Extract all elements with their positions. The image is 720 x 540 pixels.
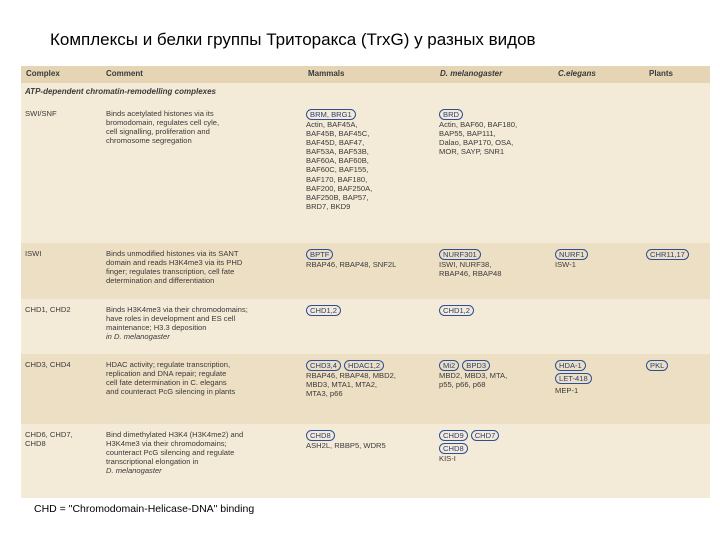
section-label: ATP-dependent chromatin-remodelling complexes bbox=[25, 87, 216, 96]
row-celegans: NURF1 ISW-1 bbox=[555, 249, 591, 269]
row-complex: ISWI bbox=[25, 249, 42, 258]
protein-box: BPTF bbox=[306, 249, 333, 260]
protein-box: HDA-1 bbox=[555, 360, 586, 371]
protein-box: CHD3,4 bbox=[306, 360, 341, 371]
header-comment: Comment bbox=[106, 69, 143, 78]
table-row bbox=[21, 354, 710, 424]
protein-box: LET-418 bbox=[555, 373, 592, 384]
protein-box: CHD7 bbox=[471, 430, 500, 441]
header-celegans: C.elegans bbox=[558, 69, 596, 78]
protein-box: BPD3 bbox=[462, 360, 490, 371]
row-comment: Bind dimethylated H3K4 (H3K4me2) and H3K4me3 via their chromodomains; counteract PcG silencing and regulate transcriptional elongation in D. melanogaster bbox=[106, 430, 244, 476]
row-comment: Binds H3K4me3 via their chromodomains; have roles in development and ES cell maintenance; H3.3 deposition in D. melanogaster bbox=[106, 305, 248, 342]
row-complex: CHD1, CHD2 bbox=[25, 305, 71, 314]
header-drosophila: D. melanogaster bbox=[440, 69, 503, 78]
row-mammals bbox=[306, 305, 344, 316]
protein-box: BRD bbox=[439, 109, 463, 120]
table-row bbox=[21, 243, 710, 299]
protein-box: PKL bbox=[646, 360, 668, 371]
header-complex: Complex bbox=[26, 69, 60, 78]
row-comment: Binds unmodified histones via its SANT domain and reads H3K4me3 via its PHD finger; regulates transcription, cell fate determination and differentiation bbox=[106, 249, 243, 286]
row-mammals: BPTF RBAP46, RBAP48, SNF2L bbox=[306, 250, 397, 269]
table-header bbox=[21, 66, 710, 83]
header-plants: Plants bbox=[649, 69, 674, 78]
table-row bbox=[21, 424, 710, 498]
slide-title: Комплексы и белки группы Триторакса (TrxG) у разных видов bbox=[50, 30, 536, 49]
row-mammals: CHD8 ASH2L, RBBP5, WDR5 bbox=[306, 431, 386, 450]
row-complex: CHD3, CHD4 bbox=[25, 360, 71, 369]
row-drosophila: BRD Actin, BAF60, BAF180, BAP55, BAP111, Dalao, BAP170, OSA, MOR, SAYP, SNR1 bbox=[439, 110, 518, 157]
row-complex: CHD6, CHD7, CHD8 bbox=[25, 430, 73, 449]
row-complex: SWI/SNF bbox=[25, 109, 57, 118]
row-drosophila bbox=[439, 305, 477, 316]
table-row bbox=[21, 104, 710, 243]
row-mammals: CHD3,4 HDAC1,2 RBAP46, RBAP48, MBD2, MBD3, MTA1, MTA2, MTA3, p66 bbox=[306, 361, 396, 399]
row-drosophila: Mi2 BPD3 MBD2, MBD3, MTA, p55, p66, p68 bbox=[439, 361, 508, 390]
protein-box: BRM, BRG1 bbox=[306, 109, 356, 120]
protein-box: CHR11,17 bbox=[646, 249, 689, 260]
row-mammals: BRM, BRG1 Actin, BAF45A, BAF45B, BAF45C, BAF45D, BAF47, BAF53A, BAF53B, BAF60A, BAF60B, BAF60C, BAF155, BAF170, BAF180, BAF200, BAF250A, BAF250B, BAP57, BRD7, BKD9 bbox=[306, 110, 373, 211]
row-drosophila: NURF301 ISWI, NURF38, RBAP46, RBAP48 bbox=[439, 250, 502, 279]
footnote: CHD = "Chromodomain-Helicase-DNA" binding bbox=[34, 503, 255, 515]
protein-box: CHD9 bbox=[439, 430, 468, 441]
protein-box: CHD1,2 bbox=[439, 305, 474, 316]
protein-box: CHD8 bbox=[439, 443, 468, 454]
protein-box: Mi2 bbox=[439, 360, 459, 371]
table-row bbox=[21, 299, 710, 354]
protein-box: NURF1 bbox=[555, 249, 588, 260]
row-comment: HDAC activity; regulate transcription, replication and DNA repair; regulate cell fate determination in C. elegans and counteract PcG silencing in plants bbox=[106, 360, 236, 397]
protein-box: CHD1,2 bbox=[306, 305, 341, 316]
row-plants bbox=[646, 360, 671, 371]
protein-box: NURF301 bbox=[439, 249, 481, 260]
protein-box: HDAC1,2 bbox=[344, 360, 384, 371]
row-celegans: HDA-1 LET-418 MEP-1 bbox=[555, 360, 595, 395]
row-drosophila: CHD9 CHD7 CHD8 KIS-I bbox=[439, 430, 502, 463]
protein-box: CHD8 bbox=[306, 430, 335, 441]
row-comment: Binds acetylated histones via its bromodomain, regulates cell cyle, cell signalling, proliferation and chromosome segregation bbox=[106, 109, 220, 146]
trxg-table bbox=[21, 66, 710, 498]
row-plants bbox=[646, 249, 692, 260]
header-mammals: Mammals bbox=[308, 69, 345, 78]
